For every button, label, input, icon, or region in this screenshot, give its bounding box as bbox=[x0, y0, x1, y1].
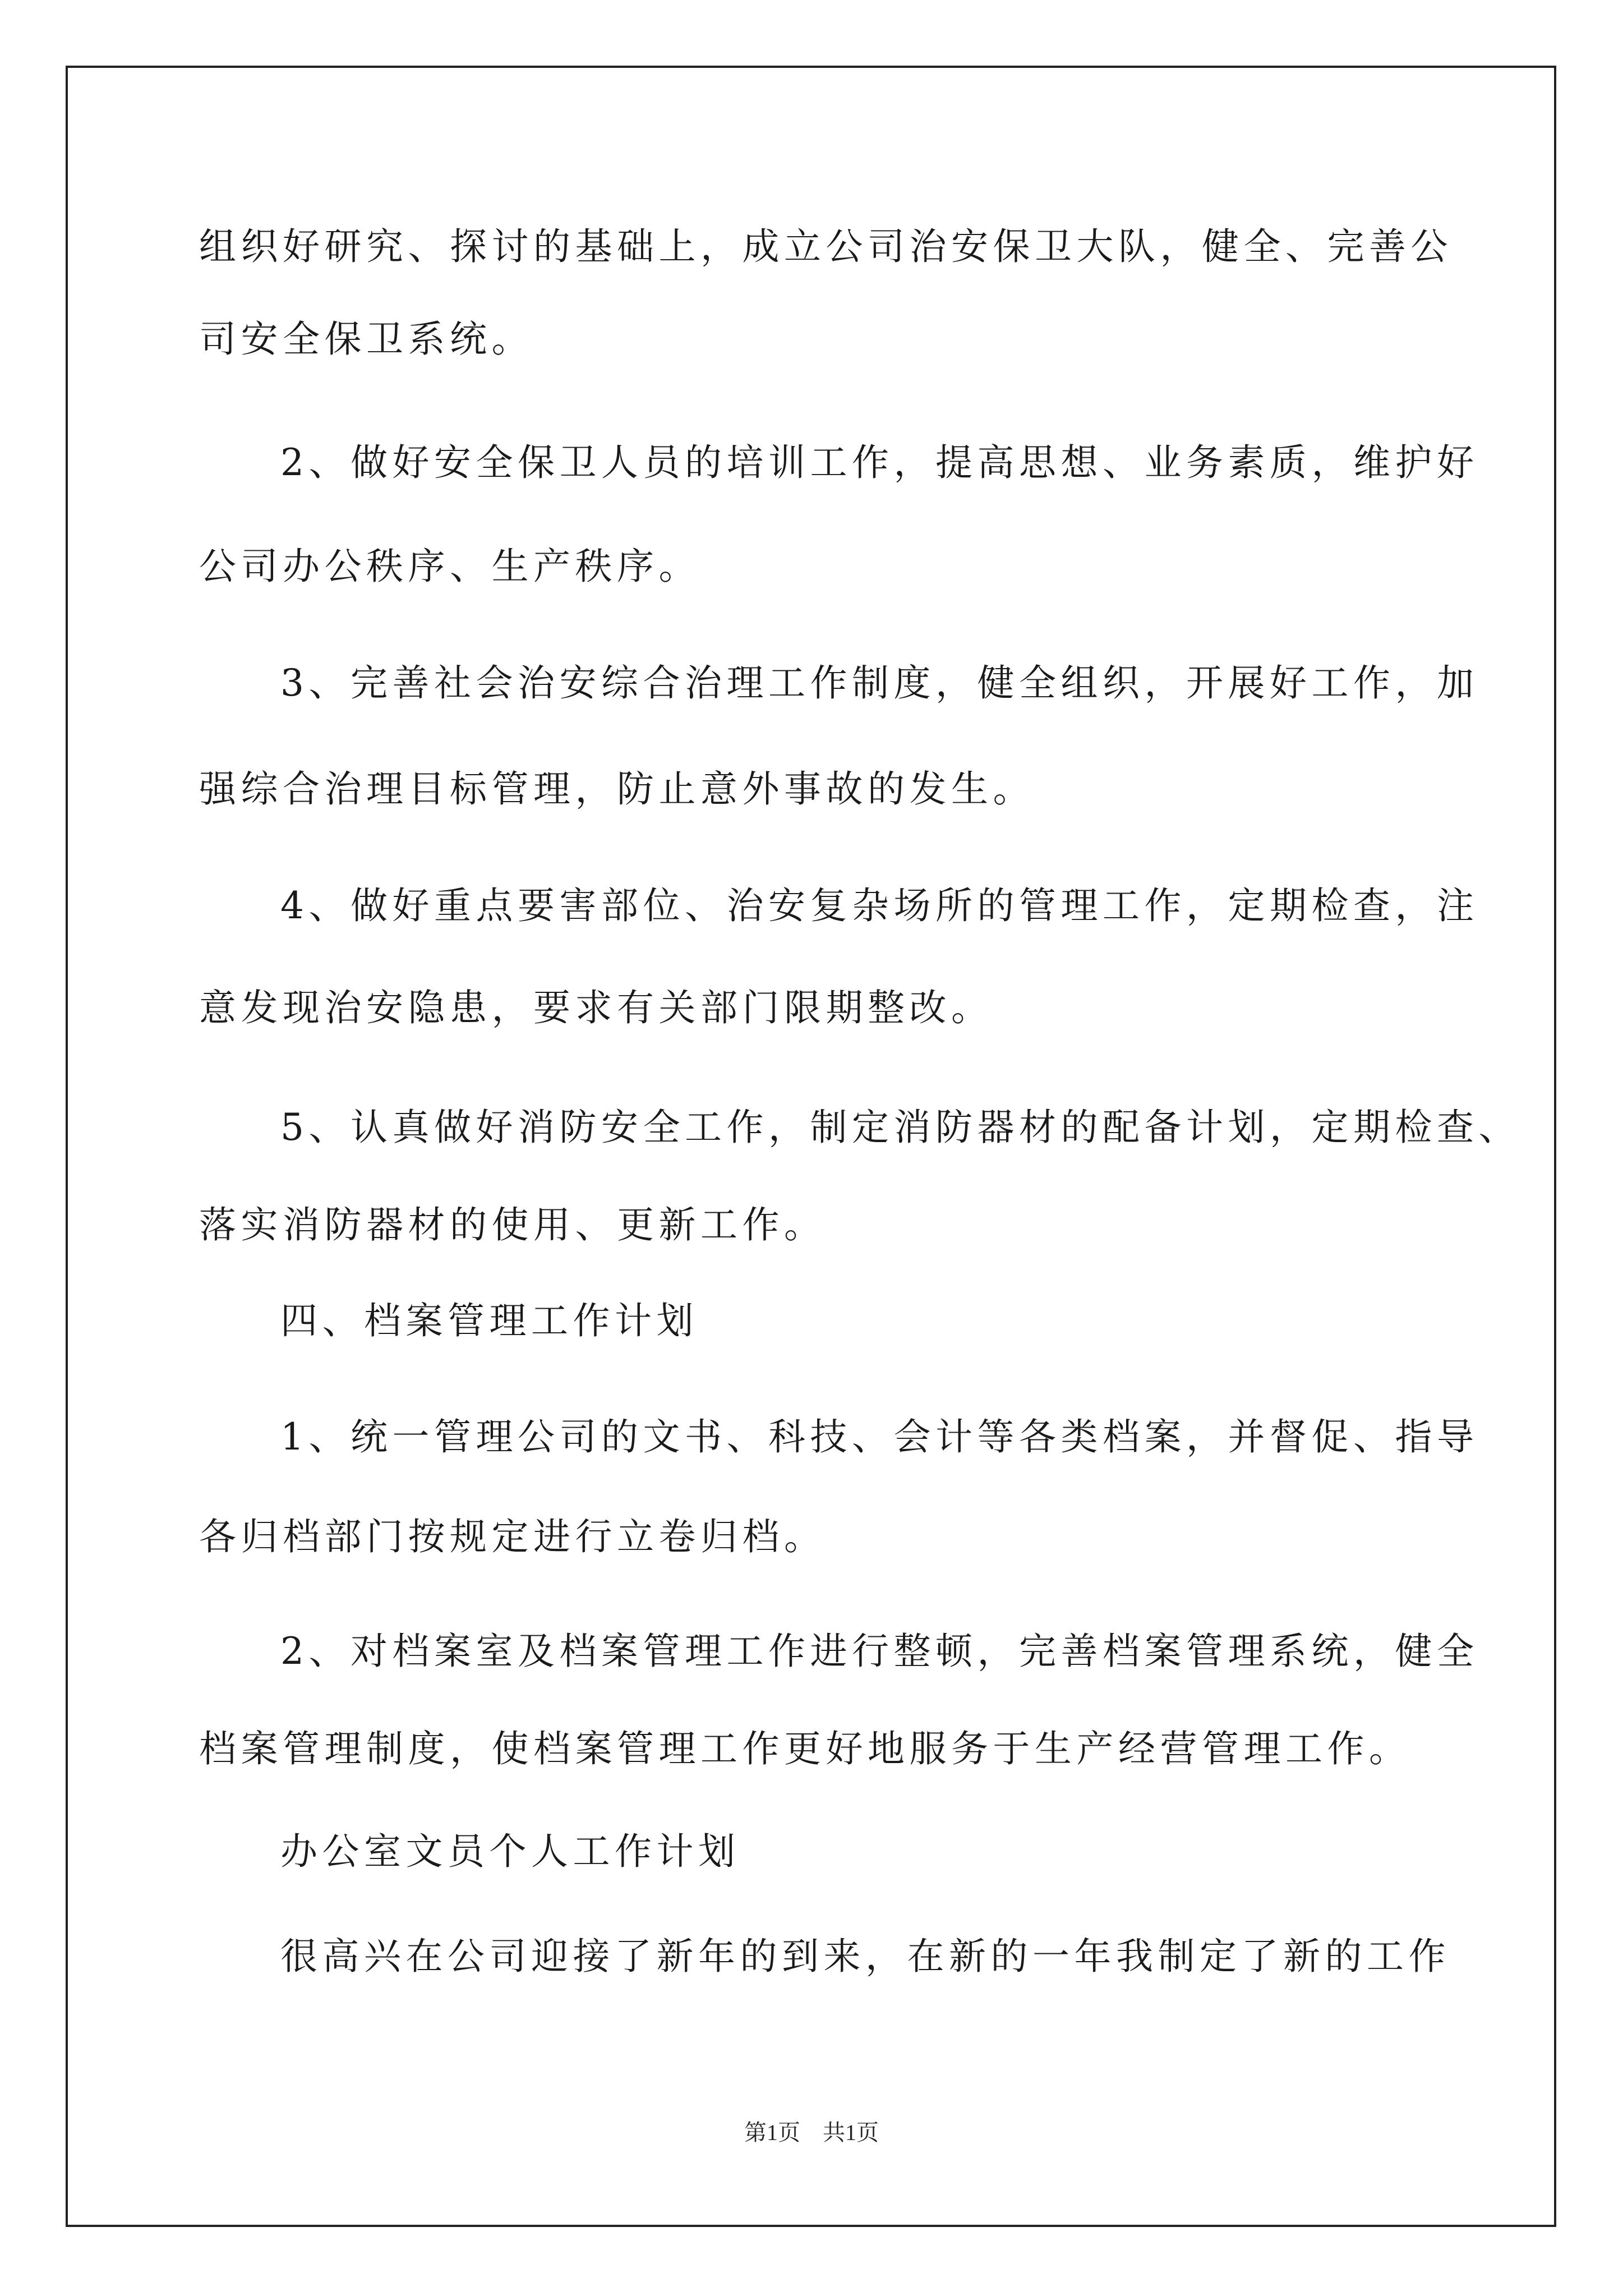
text-line: 1、统一管理公司的文书、科技、会计等各类档案，并督促、指导 bbox=[280, 1415, 1479, 1458]
text-line: 司安全保卫系统。 bbox=[199, 318, 533, 361]
text-line: 意发现治安隐患，要求有关部门限期整改。 bbox=[199, 986, 993, 1029]
text-line: 很高兴在公司迎接了新年的到来，在新的一年我制定了新的工作 bbox=[280, 1935, 1450, 1978]
text-line: 强综合治理目标管理，防止意外事故的发生。 bbox=[199, 767, 1035, 811]
text-line: 档案管理制度，使档案管理工作更好地服务于生产经营管理工作。 bbox=[199, 1727, 1411, 1770]
section-heading: 四、档案管理工作计划 bbox=[280, 1299, 698, 1342]
text-line: 4、做好重点要害部位、治安复杂场所的管理工作，定期检查，注 bbox=[280, 884, 1479, 927]
text-line: 2、做好安全保卫人员的培训工作，提高思想、业务素质，维护好 bbox=[280, 441, 1479, 484]
text-line: 公司办公秩序、生产秩序。 bbox=[199, 545, 700, 588]
text-line: 5、认真做好消防安全工作，制定消防器材的配备计划，定期检查、 bbox=[280, 1106, 1520, 1149]
page-footer: 第1页 共1页 bbox=[744, 2120, 879, 2145]
text-line: 各归档部门按规定进行立卷归档。 bbox=[199, 1515, 826, 1558]
text-line: 落实消防器材的使用、更新工作。 bbox=[199, 1203, 826, 1246]
section-heading: 办公室文员个人工作计划 bbox=[280, 1830, 740, 1873]
text-line: 3、完善社会治安综合治理工作制度，健全组织，开展好工作，加 bbox=[280, 661, 1479, 705]
text-line: 组织好研究、探讨的基础上，成立公司治安保卫大队，健全、完善公 bbox=[199, 225, 1453, 268]
text-line: 2、对档案室及档案管理工作进行整顿，完善档案管理系统，健全 bbox=[280, 1630, 1479, 1673]
